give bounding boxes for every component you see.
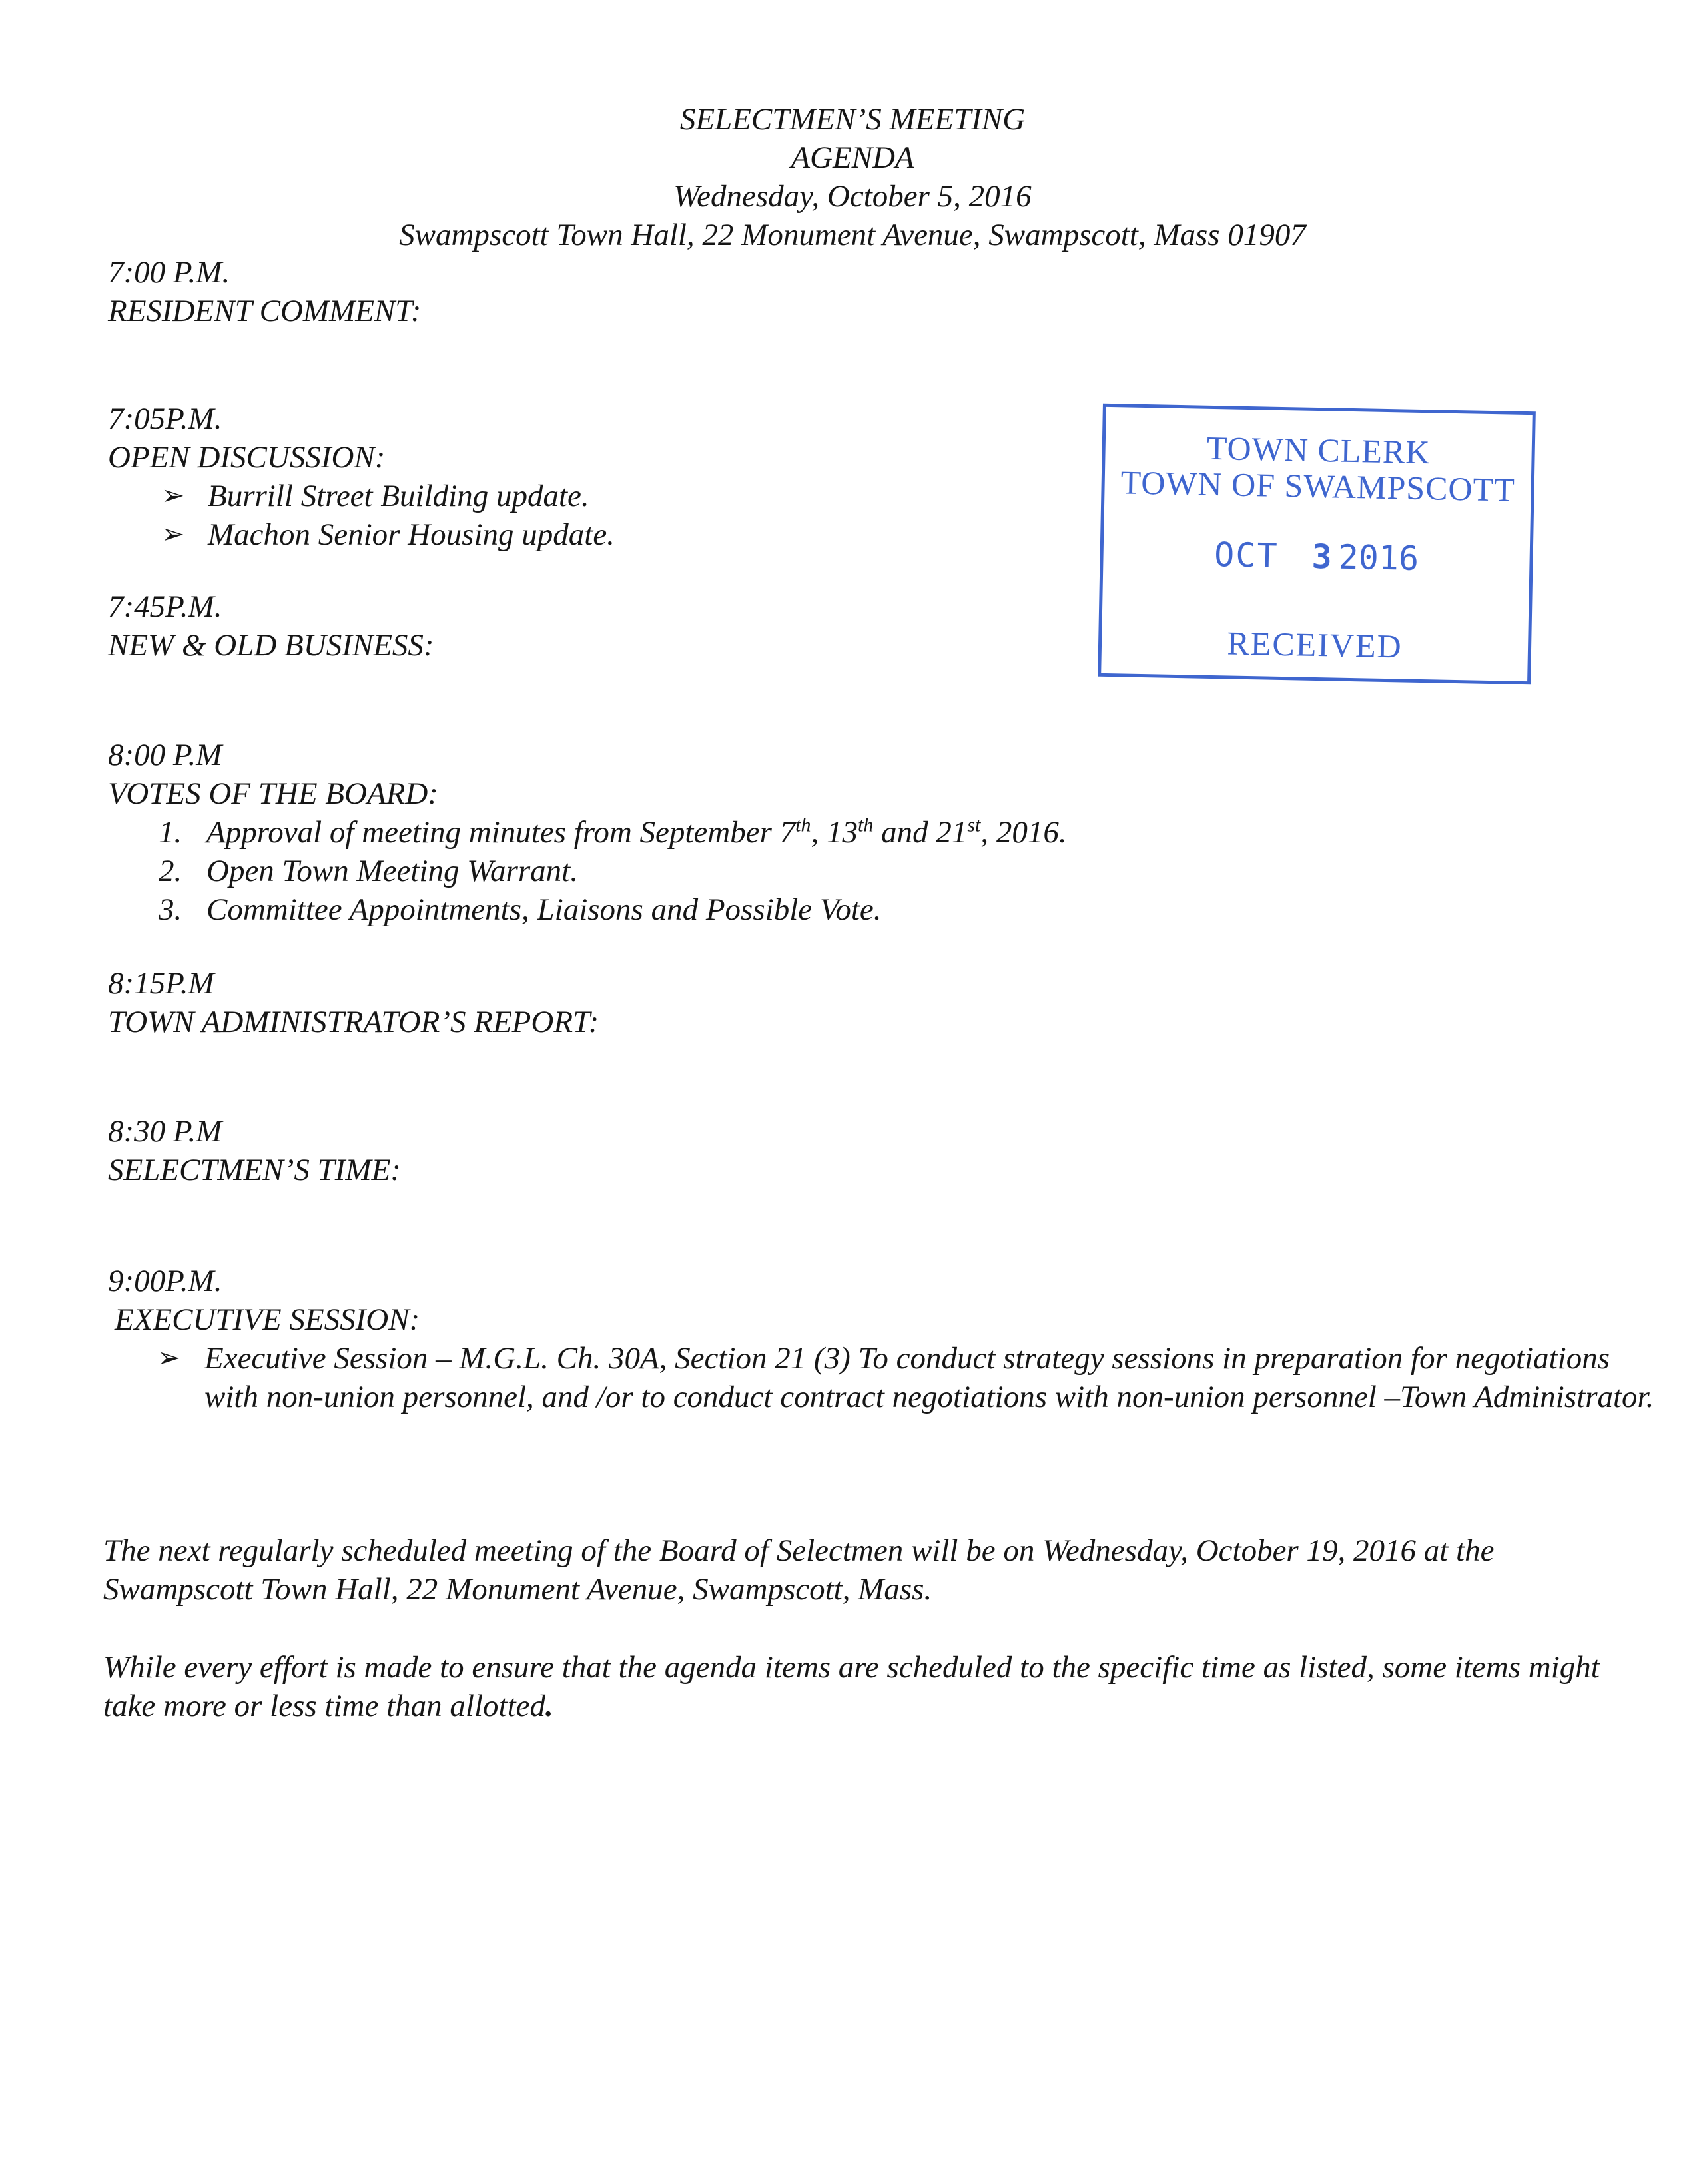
agenda-header xyxy=(0,100,1705,254)
item-text: Open Town Meeting Warrant. xyxy=(206,854,578,888)
disclaimer-note: While every effort is made to ensure that the agenda items are scheduled to the specific time as listed, some items might take more or less time than allotted. xyxy=(103,1650,1600,1723)
section-heading: RESIDENT COMMENT: xyxy=(108,294,422,328)
executive-session-section xyxy=(108,1262,1656,1416)
list-item xyxy=(108,1339,1656,1416)
section-time: 7:45P.M. xyxy=(108,589,222,624)
section-heading: TOWN ADMINISTRATOR’S REPORT: xyxy=(108,1005,599,1039)
section-heading: VOTES OF THE BOARD: xyxy=(108,776,438,811)
list-item xyxy=(108,852,1067,890)
section-time: 7:00 P.M. xyxy=(108,255,230,290)
stamp-received: RECEIVED xyxy=(1226,624,1403,665)
votes-list xyxy=(108,813,1067,929)
arrow-bullet-icon: ➢ xyxy=(161,481,185,511)
list-item xyxy=(108,813,1067,852)
item-number: 1. xyxy=(159,815,182,850)
section-time: 7:05P.M. xyxy=(108,402,222,436)
list-item xyxy=(108,477,615,515)
meeting-title: SELECTMEN’S MEETING xyxy=(679,102,1026,136)
arrow-bullet-icon: ➢ xyxy=(161,519,185,550)
item-number: 3. xyxy=(159,892,182,927)
received-stamp xyxy=(1098,404,1536,684)
next-meeting-note: The next regularly scheduled meeting of the Board of Selectmen will be on Wednesday, October 19, 2016 at the Swampscott Town Hall, 22 Monument Avenue, Swampscott, Mass. xyxy=(103,1533,1495,1607)
stamp-day: 3 xyxy=(1311,537,1333,577)
stamp-line-town: TOWN OF SWAMPSCOTT xyxy=(1120,463,1516,509)
item-text: Approval of meeting minutes from September 7th, 13th and 21st, 2016. xyxy=(206,814,1067,850)
stamp-date xyxy=(1103,533,1530,580)
list-item-text: Executive Session – M.G.L. Ch. 30A, Section 21 (3) To conduct strategy sessions in preparation for negotiations with non-union personnel, and /or to conduct contract negotiations with non-union personnel –Town Administrator. xyxy=(204,1341,1654,1414)
section-heading: NEW & OLD BUSINESS: xyxy=(108,628,434,663)
stamp-month: OCT xyxy=(1213,535,1279,575)
resident-comment-section xyxy=(108,253,421,330)
section-time: 8:15P.M xyxy=(108,966,214,1001)
item-number: 2. xyxy=(159,854,182,888)
arrow-bullet-icon: ➢ xyxy=(157,1343,181,1374)
stamp-year: 2016 xyxy=(1338,537,1419,578)
section-heading: SELECTMEN’S TIME: xyxy=(108,1153,401,1187)
discussion-list xyxy=(108,477,615,554)
section-heading: EXECUTIVE SESSION: xyxy=(115,1302,420,1337)
selectmen-time-section xyxy=(108,1112,401,1189)
section-heading: OPEN DISCUSSION: xyxy=(108,440,386,475)
stamp-line-town-clerk: TOWN CLERK xyxy=(1206,429,1431,471)
list-item xyxy=(108,890,1067,929)
open-discussion-section xyxy=(108,400,615,554)
meeting-location: Swampscott Town Hall, 22 Monument Avenue, Swampscott, Mass 01907 xyxy=(399,218,1306,252)
section-time: 8:30 P.M xyxy=(108,1114,222,1149)
list-item xyxy=(108,515,615,554)
list-item-text: Machon Senior Housing update. xyxy=(208,517,615,552)
new-old-business-section xyxy=(108,587,434,665)
votes-section xyxy=(108,736,1067,929)
list-item-text: Burrill Street Building update. xyxy=(208,479,589,513)
section-time: 9:00P.M. xyxy=(108,1264,222,1298)
item-text: Committee Appointments, Liaisons and Possible Vote. xyxy=(206,892,882,927)
section-time: 8:00 P.M xyxy=(108,738,222,772)
meeting-date: Wednesday, October 5, 2016 xyxy=(673,179,1032,214)
agenda-subtitle: AGENDA xyxy=(791,140,914,175)
administrator-report-section xyxy=(108,964,599,1041)
